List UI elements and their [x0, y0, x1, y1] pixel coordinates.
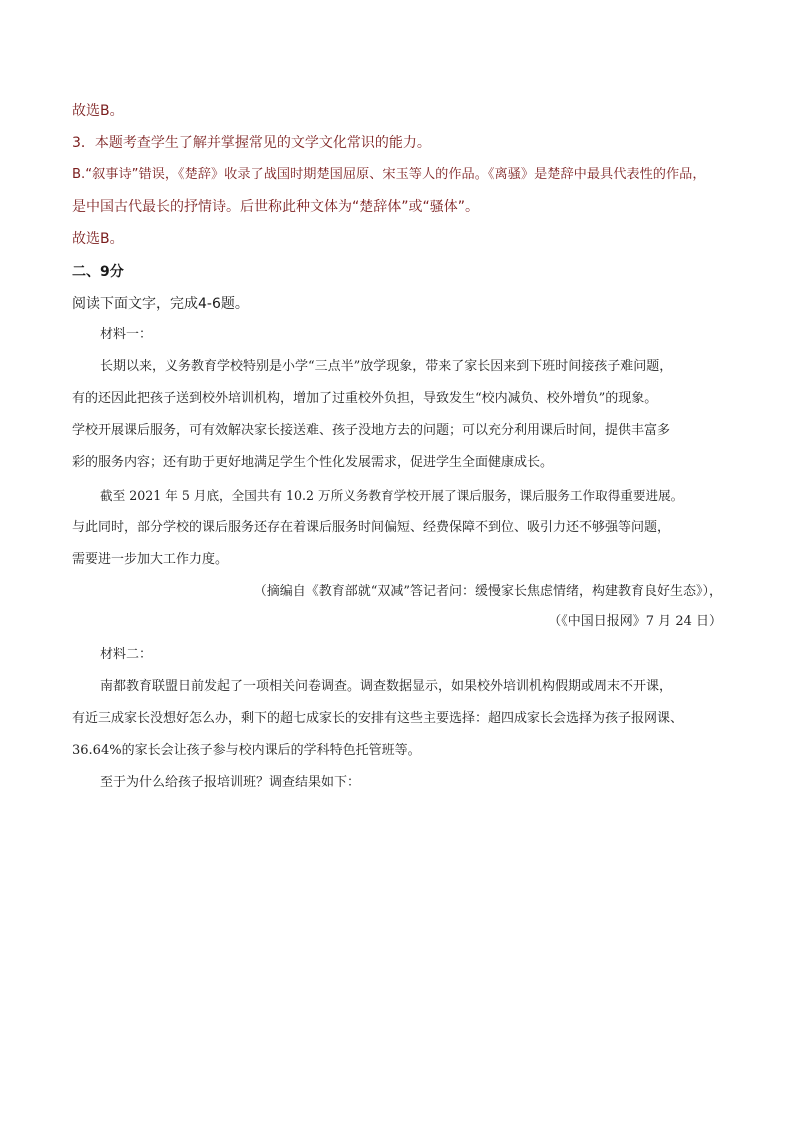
- material-1-paragraph-2-line-1: 学校开展课后服务，可有效解决家长接送难、孩子没地方去的问题；可以充分利用课后时间，提供丰富多: [72, 423, 671, 438]
- question-3-explanation-line-2: 是中国古代最长的抒情诗。后世称此种文体为“楚辞体”或“骚体”。: [72, 199, 480, 215]
- material-1-paragraph-1-line-1: 长期以来，义务教育学校特别是小学“三点半”放学现象，带来了家长因来到下班时间接孩子难问题，: [100, 359, 673, 374]
- material-2-paragraph-1-line-2: 有近三成家长没想好怎么办，剩下的超七成家长的安排有这些主要选择：超四成家长会选择为孩子报网课、: [72, 711, 684, 726]
- material-1-source-publication: （《中国日报网》7 月 24 日）: [548, 614, 722, 629]
- material-1-paragraph-2-line-2: 彩的服务内容；还有助于更好地满足学生个性化发展需求，促进学生全面健康成长。: [72, 455, 554, 470]
- question-3-note: 3．本题考查学生了解并掌握常见的文学文化常识的能力。: [72, 135, 431, 151]
- material-2-paragraph-2-line-1: 至于为什么给孩子报培训班？调查结果如下：: [100, 775, 361, 790]
- question-3-explanation-line-1: B.“叙事诗”错误，《楚辞》收录了战国时期楚国屈原、宋玉等人的作品。《离骚》是楚辞中最具代表性的作品，: [72, 167, 706, 182]
- reading-instruction: 阅读下面文字，完成4-6题。: [72, 296, 249, 312]
- material-2-label: 材料二：: [100, 647, 153, 662]
- material-1-source-title: （摘编自《教育部就“双减”答记者问：缓慢家长焦虑情绪，构建教育良好生态》），: [253, 584, 722, 599]
- material-1-paragraph-1-line-2: 有的还因此把孩子送到校外培训机构，增加了过重校外负担，导致发生“校内减负、校外增负”的现象。: [72, 391, 658, 406]
- answer-line-2: 故选B。: [72, 231, 124, 247]
- material-2-paragraph-1-line-3: 36.64%的家长会让孩子参与校内课后的学科特色托管班等。: [72, 743, 421, 758]
- material-2-paragraph-1-line-1: 南都教育联盟日前发起了一项相关问卷调查。调查数据显示，如果校外培训机构假期或周末不开课，: [100, 679, 673, 694]
- material-1-label: 材料一：: [100, 327, 153, 342]
- material-1-paragraph-3-line-2: 与此同时，部分学校的课后服务还存在着课后服务时间偏短、经费保障不到位、吸引力还不够强等问题，: [72, 520, 671, 535]
- section-title: 二、9分: [72, 264, 124, 280]
- material-1-paragraph-3-line-3: 需要进一步加大工作力度。: [72, 552, 229, 567]
- answer-line-1: 故选B。: [72, 103, 124, 119]
- material-1-paragraph-3-line-1: 截至 2021 年 5 月底，全国共有 10.2 万所义务教育学校开展了课后服务，课后服务工作取得重要进展。: [100, 488, 684, 503]
